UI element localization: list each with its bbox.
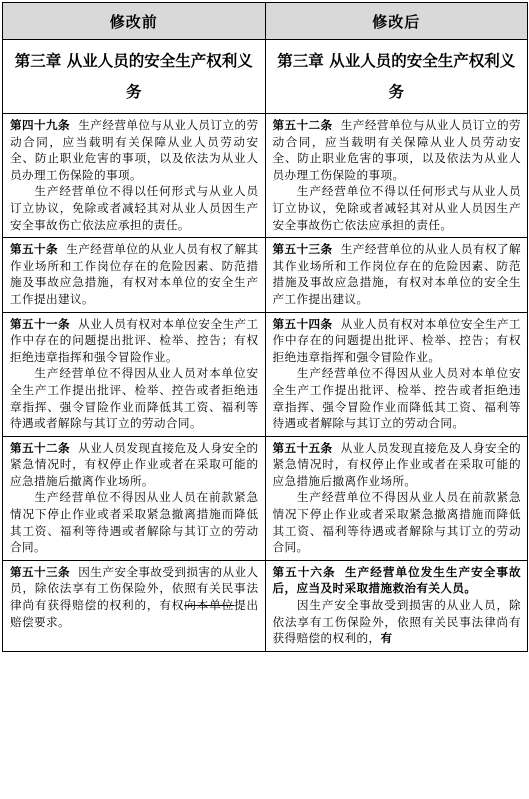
cell-after [265, 312, 528, 436]
article-paragraph-end: 提出赔偿要求。 [10, 598, 259, 629]
cell-after [265, 560, 528, 651]
article-paragraph: 生产经营单位的从业人员有权了解其作业场所和工作岗位存在的危险因素、防范措施及事故应急措施，有权对本单位的安全生产工作提出建议。 [10, 242, 259, 306]
article-text-after [266, 313, 528, 436]
article-paragraph: 生产经营单位不得因从业人员在前款紧急情况下停止作业或者采取紧急撤离措施而降低其工资、福利等待遇或者解除与其订立的劳动合同。 [10, 490, 259, 555]
article-text-before [3, 313, 265, 436]
table-header-row [3, 3, 528, 40]
comparison-table [2, 2, 528, 652]
article-paragraph: 从业人员发现直接危及人身安全的紧急情况时，有权停止作业或者在采取可能的应急措施后撤离作业场所。 [10, 440, 259, 488]
article-paragraph: 因生产安全事故受到损害的从业人员，除依法享有工伤保险外，依照有关民事法律尚有获得赔偿的权利的，有权 [10, 564, 259, 613]
added-text: 有 [380, 631, 393, 646]
chapter-title-after: 第三章 从业人员的安全生产权利义务 [277, 51, 516, 101]
article-paragraph: 生产经营单位不得以任何形式与从业人员订立协议，免除或者减轻其对从业人员因生产安全事故伤亡依法应承担的责任。 [10, 184, 259, 232]
comparison-document [0, 2, 529, 799]
cell-before [3, 312, 266, 436]
article-text-after [266, 238, 528, 311]
cell-after [265, 436, 528, 560]
article-text-before [3, 114, 265, 237]
cell-after [265, 238, 528, 312]
article-number: 第五十二条 [10, 440, 71, 455]
article-paragraph: 从业人员有权对本单位安全生产工作中存在的问题提出批评、检举、控告；有权拒绝违章指挥和强令冒险作业。 [10, 316, 259, 364]
article-paragraph: 生产经营单位与从业人员订立的劳动合同，应当载明有关保障从业人员劳动安全、防止职业危害的事项，以及依法为从业人员办理工伤保险的事项。 [272, 118, 521, 182]
header-cell-after [265, 3, 528, 40]
article-number: 第五十三条 [10, 564, 71, 579]
table-row [3, 560, 528, 651]
article-paragraph: 生产经营单位不得因从业人员对本单位安全生产工作提出批评、检举、控告或者拒绝违章指挥、强令冒险作业而降低其工资、福利等待遇或者解除与其订立的劳动合同。 [272, 366, 521, 431]
article-number: 第五十二条 [272, 118, 333, 132]
cell-before [3, 114, 266, 238]
header-after-label: 修改后 [372, 12, 421, 31]
header-cell-before [3, 3, 266, 40]
article-number: 第五十六条 [272, 564, 336, 579]
chapter-cell-after [265, 40, 528, 114]
article-number: 第五十条 [10, 242, 59, 257]
article-paragraph: 因生产安全事故受到损害的从业人员，除依法享有工伤保险外，依照有关民事法律尚有获得赔偿的权利的， [272, 598, 521, 646]
article-text-before [3, 238, 265, 311]
article-paragraph: 生产经营单位不得因从业人员对本单位安全生产工作提出批评、检举、控告或者拒绝违章指挥、强令冒险作业而降低其工资、福利等待遇或者解除与其订立的劳动合同。 [10, 366, 259, 431]
article-text-before [3, 437, 265, 560]
added-text: 生产经营单位发生生产安全事故后，应当及时采取措施救治有关人员。 [272, 564, 521, 596]
cell-before [3, 560, 266, 651]
header-before-label: 修改前 [109, 12, 158, 31]
article-number: 第五十一条 [10, 316, 71, 331]
article-paragraph: 从业人员发现直接危及人身安全的紧急情况时，有权停止作业或者在采取可能的应急措施后撤离作业场所。 [272, 440, 521, 488]
article-text-after [266, 561, 528, 651]
cell-before [3, 238, 266, 312]
table-row [3, 114, 528, 238]
article-paragraph: 生产经营单位不得以任何形式与从业人员订立协议，免除或者减轻其对从业人员因生产安全事故伤亡依法应承担的责任。 [272, 184, 521, 232]
table-row [3, 238, 528, 312]
article-number: 第五十三条 [272, 242, 333, 257]
article-text-after [266, 114, 528, 237]
table-row [3, 312, 528, 436]
chapter-cell-before [3, 40, 266, 114]
article-text-before [3, 561, 265, 634]
chapter-row [3, 40, 528, 114]
deleted-text: 向本单位 [184, 598, 235, 613]
article-text-after [266, 437, 528, 560]
article-paragraph: 生产经营单位的从业人员有权了解其作业场所和工作岗位存在的危险因素、防范措施及事故应急措施，有权对本单位的安全生产工作提出建议。 [272, 242, 521, 306]
article-number: 第五十四条 [272, 316, 333, 331]
article-number: 第五十五条 [272, 440, 333, 455]
cell-after [265, 114, 528, 238]
article-paragraph: 从业人员有权对本单位安全生产工作中存在的问题提出批评、检举、控告；有权拒绝违章指挥和强令冒险作业。 [272, 316, 521, 364]
table-row [3, 436, 528, 560]
article-paragraph: 生产经营单位不得因从业人员在前款紧急情况下停止作业或者采取紧急撤离措施而降低其工资、福利等待遇或者解除与其订立的劳动合同。 [272, 490, 521, 555]
article-number: 第四十九条 [10, 118, 71, 132]
article-paragraph: 生产经营单位与从业人员订立的劳动合同，应当载明有关保障从业人员劳动安全、防止职业危害的事项，以及依法为从业人员办理工伤保险的事项。 [10, 118, 259, 182]
chapter-title-before: 第三章 从业人员的安全生产权利义务 [14, 51, 253, 101]
cell-before [3, 436, 266, 560]
